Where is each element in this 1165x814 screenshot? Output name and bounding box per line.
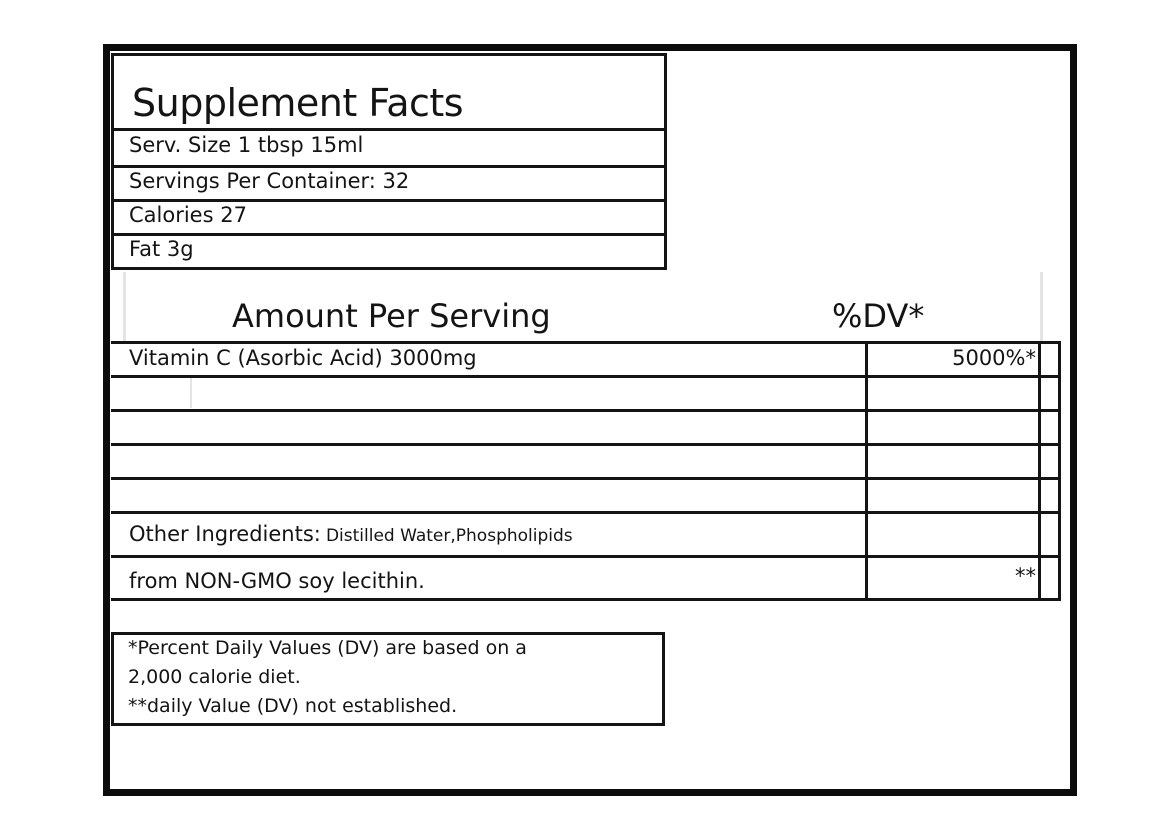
table-line [111,341,1059,344]
guide-line [190,378,192,408]
label-title: Supplement Facts [132,81,464,125]
other-ingredients-label: Other Ingredients: [129,522,321,546]
guide-line [1040,272,1043,342]
footnote-line: 2,000 calorie diet. [128,666,301,688]
table-line [111,477,1059,480]
other-ingredients-dv: ** [1015,564,1036,588]
nutrient-dv: 5000%* [952,346,1036,370]
table-column-divider [1038,341,1041,601]
table-line [111,598,1059,601]
header-divider [111,199,667,202]
table-line [111,409,1059,412]
guide-line [123,272,126,342]
table-column-divider [865,341,868,601]
header-divider [111,128,667,131]
footnote-line: *Percent Daily Values (DV) are based on a [128,637,527,659]
header-divider [111,165,667,168]
fat: Fat 3g [129,237,194,261]
dv-header: %DV* [832,297,925,335]
table-column-divider [1058,341,1061,601]
footnote-line: **daily Value (DV) not established. [128,695,458,717]
table-line [111,555,1059,558]
servings-per-container: Servings Per Container: 32 [129,169,410,193]
nutrient-name: Vitamin C (Asorbic Acid) 3000mg [129,346,477,370]
other-ingredients-value: Distilled Water,Phospholipids [325,526,573,546]
other-ingredients [129,524,573,545]
serving-size: Serv. Size 1 tbsp 15ml [129,133,364,157]
amount-per-serving-header: Amount Per Serving [232,297,551,335]
table-line [111,375,1059,378]
other-ingredients-line2: from NON-GMO soy lecithin. [129,569,425,593]
header-divider [111,233,667,236]
table-line [111,511,1059,514]
table-line [111,443,1059,446]
calories: Calories 27 [129,203,247,227]
